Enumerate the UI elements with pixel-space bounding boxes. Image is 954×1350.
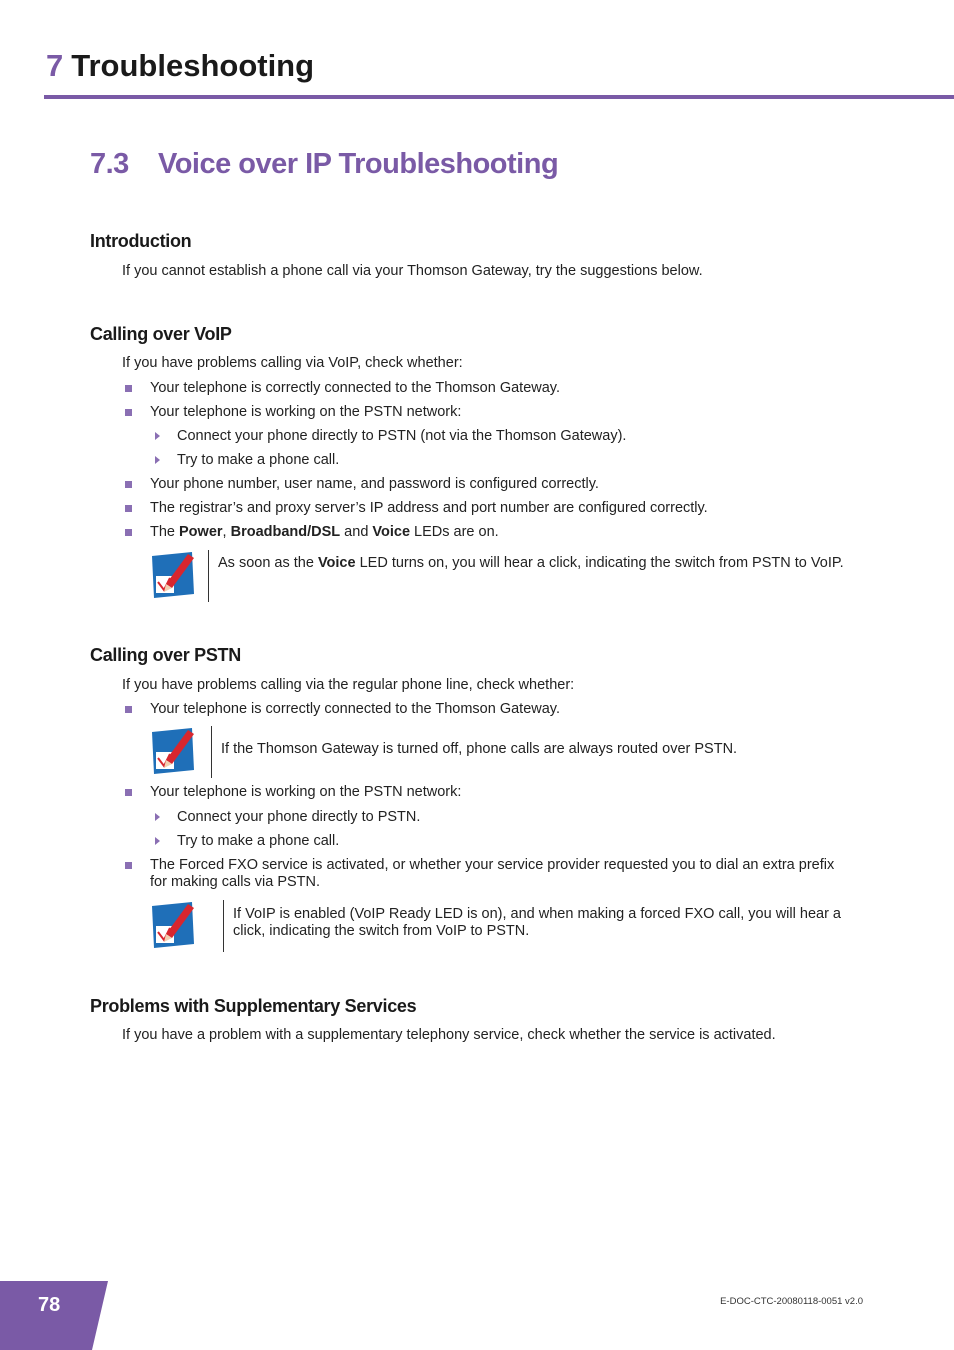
heading-introduction: Introduction — [90, 231, 192, 251]
supplementary-text: If you have a problem with a supplementary telephony service, check whether the service is activated. — [122, 1027, 776, 1043]
section-number: 7.3 — [90, 148, 129, 180]
document-id: E-DOC-CTC-20080118-0051 v2.0 — [720, 1296, 863, 1307]
section-title — [90, 148, 558, 181]
square-bullet-icon — [125, 409, 132, 416]
square-bullet-icon — [125, 385, 132, 392]
heading-calling-pstn: Calling over PSTN — [90, 645, 241, 665]
heading-supplementary-services: Problems with Supplementary Services — [90, 996, 417, 1016]
square-bullet-icon — [125, 529, 132, 536]
note-text: As soon as the Voice LED turns on, you will hear a click, indicating the switch from PSTN to VoIP. — [218, 555, 844, 571]
pstn-intro: If you have problems calling via the regular phone line, check whether: — [122, 677, 575, 693]
triangle-arrow-icon — [155, 456, 160, 464]
triangle-arrow-icon — [155, 837, 160, 845]
note-divider — [208, 550, 209, 602]
voip-intro: If you have problems calling via VoIP, check whether: — [122, 355, 463, 371]
pencil-checkbox-icon — [148, 900, 196, 950]
square-bullet-icon — [125, 789, 132, 796]
introduction-text: If you cannot establish a phone call via your Thomson Gateway, try the suggestions below. — [122, 263, 703, 279]
note-text: If the Thomson Gateway is turned off, phone calls are always routed over PSTN. — [221, 741, 738, 757]
pencil-checkbox-icon — [148, 726, 196, 776]
page-number: 78 — [38, 1294, 61, 1316]
square-bullet-icon — [125, 481, 132, 488]
note-text: If VoIP is enabled (VoIP Ready LED is on), and when making a forced FXO call, you will hear a click, indicating the switch from VoIP to PSTN. — [233, 906, 841, 939]
section-title-text: Voice over IP Troubleshooting — [158, 148, 559, 180]
heading-calling-voip: Calling over VoIP — [90, 324, 232, 344]
square-bullet-icon — [125, 505, 132, 512]
triangle-arrow-icon — [155, 432, 160, 440]
square-bullet-icon — [125, 862, 132, 869]
triangle-arrow-icon — [155, 813, 160, 821]
chapter-divider — [44, 95, 954, 99]
chapter-header — [46, 48, 314, 84]
pencil-checkbox-icon — [148, 550, 196, 600]
chapter-title: Troubleshooting — [71, 48, 315, 83]
note-divider — [223, 900, 224, 952]
square-bullet-icon — [125, 706, 132, 713]
chapter-number: 7 — [46, 48, 64, 83]
note-divider — [211, 726, 212, 778]
